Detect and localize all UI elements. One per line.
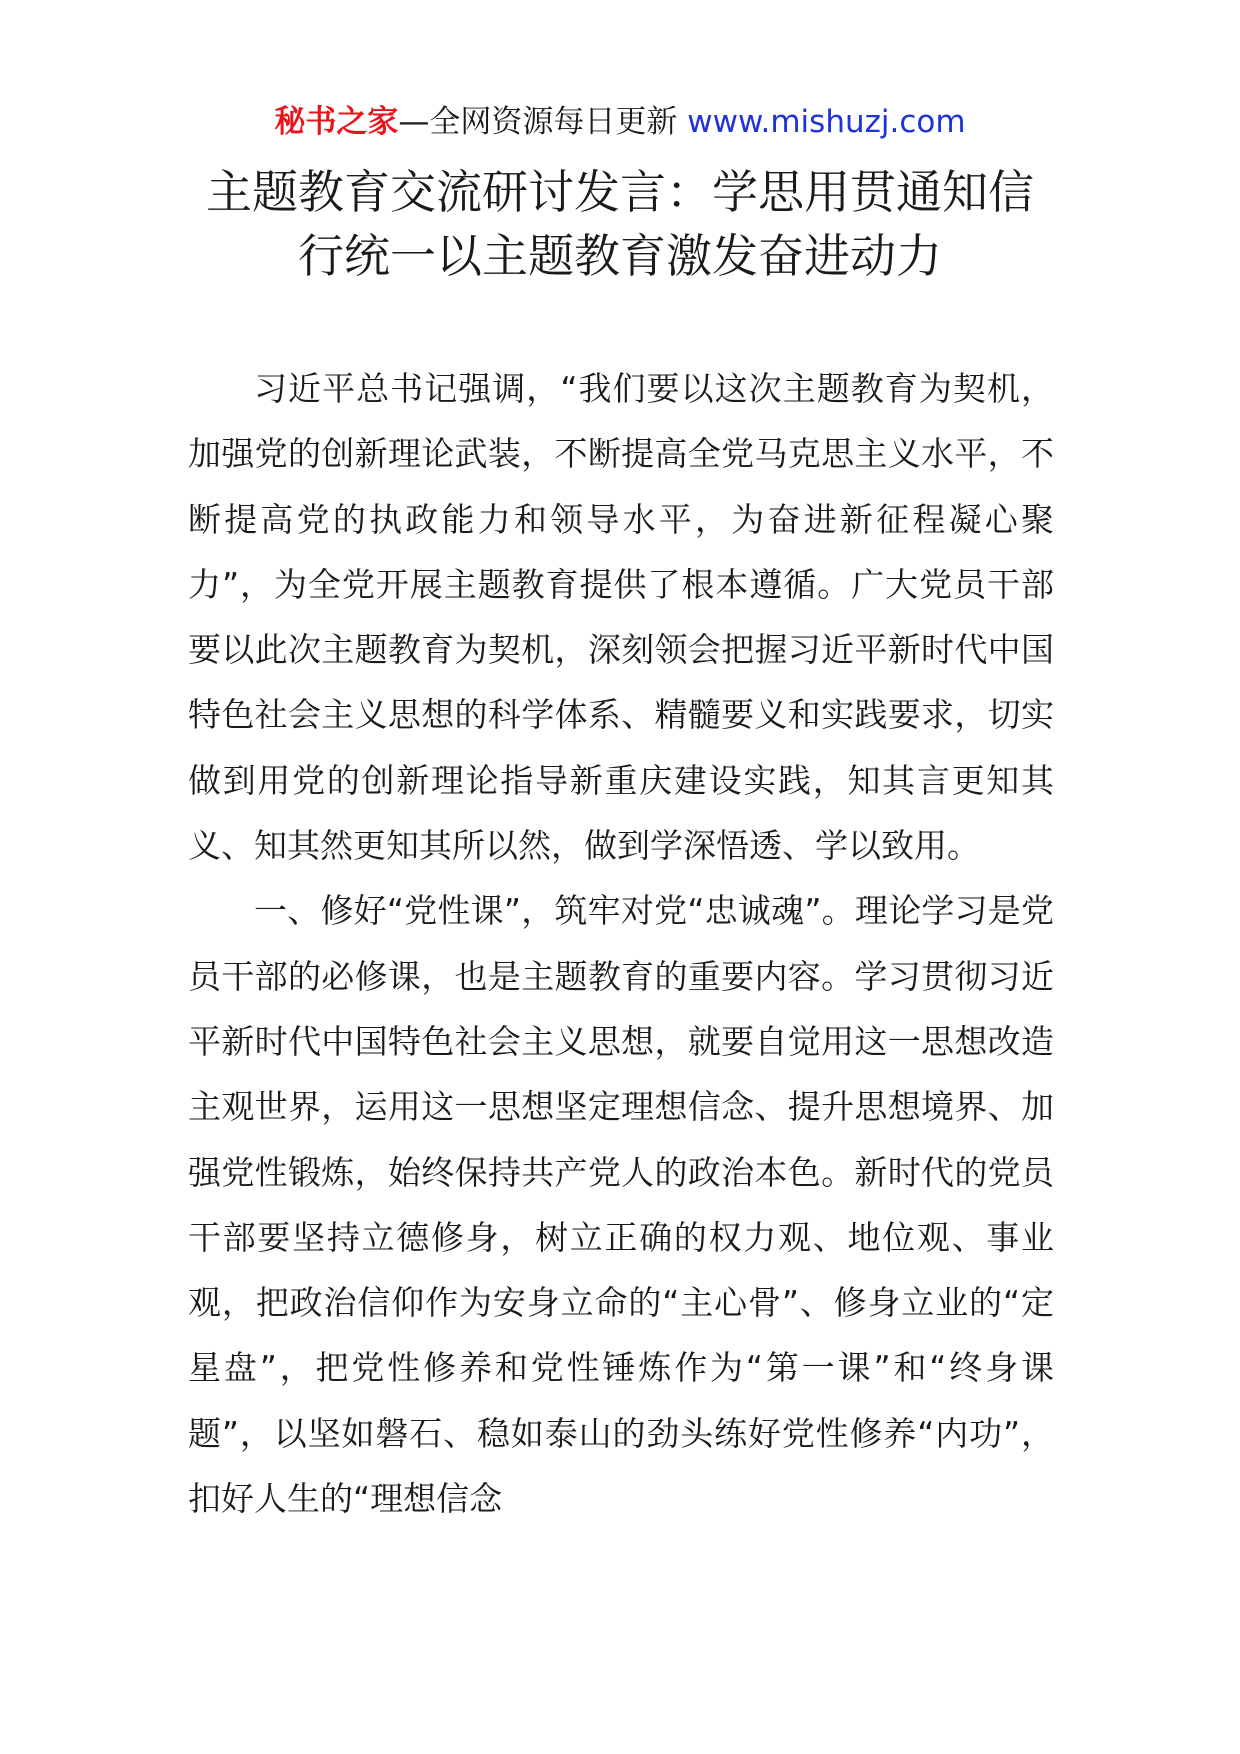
brand-name: 秘书之家 <box>274 104 399 140</box>
site-header <box>0 100 1240 144</box>
title-line-2: 行统一以主题教育激发奋进动力 <box>298 229 942 283</box>
section-1-paragraph <box>188 878 1054 1531</box>
title-line-1: 主题教育交流研讨发言：学思用贯通知信 <box>206 165 1034 219</box>
document-title <box>190 160 1050 288</box>
document-body <box>188 356 1054 1531</box>
header-tagline: —全网资源每日更新 <box>398 104 688 140</box>
section-1-body: 理论学习是党员干部的必修课，也是主题教育的重要内容。学习贯彻习近平新时代中国特色社会主义思想，就要自觉用这一思想改造主观世界，运用这一思想坚定理想信念、提升思想境界、加强党性锻炼，始终保持共产党人的政治本色。新时代的党员干部要坚持立德修身，树立正确的权力观、地位观、事业观，把政治信仰作为安身立命的“主心骨”、修身立业的“定星盘”，把党性修养和党性锤炼作为“第一课”和“终身课题”，以坚如磐石、稳如泰山的劲头练好党性修养“内功”，扣好人生的“理想信念 <box>188 891 1054 1519</box>
section-1-heading: 一、修好“党性课”，筑牢对党“忠诚魂”。 <box>254 891 855 931</box>
site-link[interactable]: www.mishuzj.com <box>687 104 966 140</box>
intro-paragraph: 习近平总书记强调，“我们要以这次主题教育为契机，加强党的创新理论武装，不断提高全党马克思主义水平，不断提高党的执政能力和领导水平，为奋进新征程凝心聚力”，为全党开展主题教育提供了根本遵循。广大党员干部要以此次主题教育为契机，深刻领会把握习近平新时代中国特色社会主义思想的科学体系、精髓要义和实践要求，切实做到用党的创新理论指导新重庆建设实践，知其言更知其义、知其然更知其所以然，做到学深悟透、学以致用。 <box>188 369 1054 866</box>
